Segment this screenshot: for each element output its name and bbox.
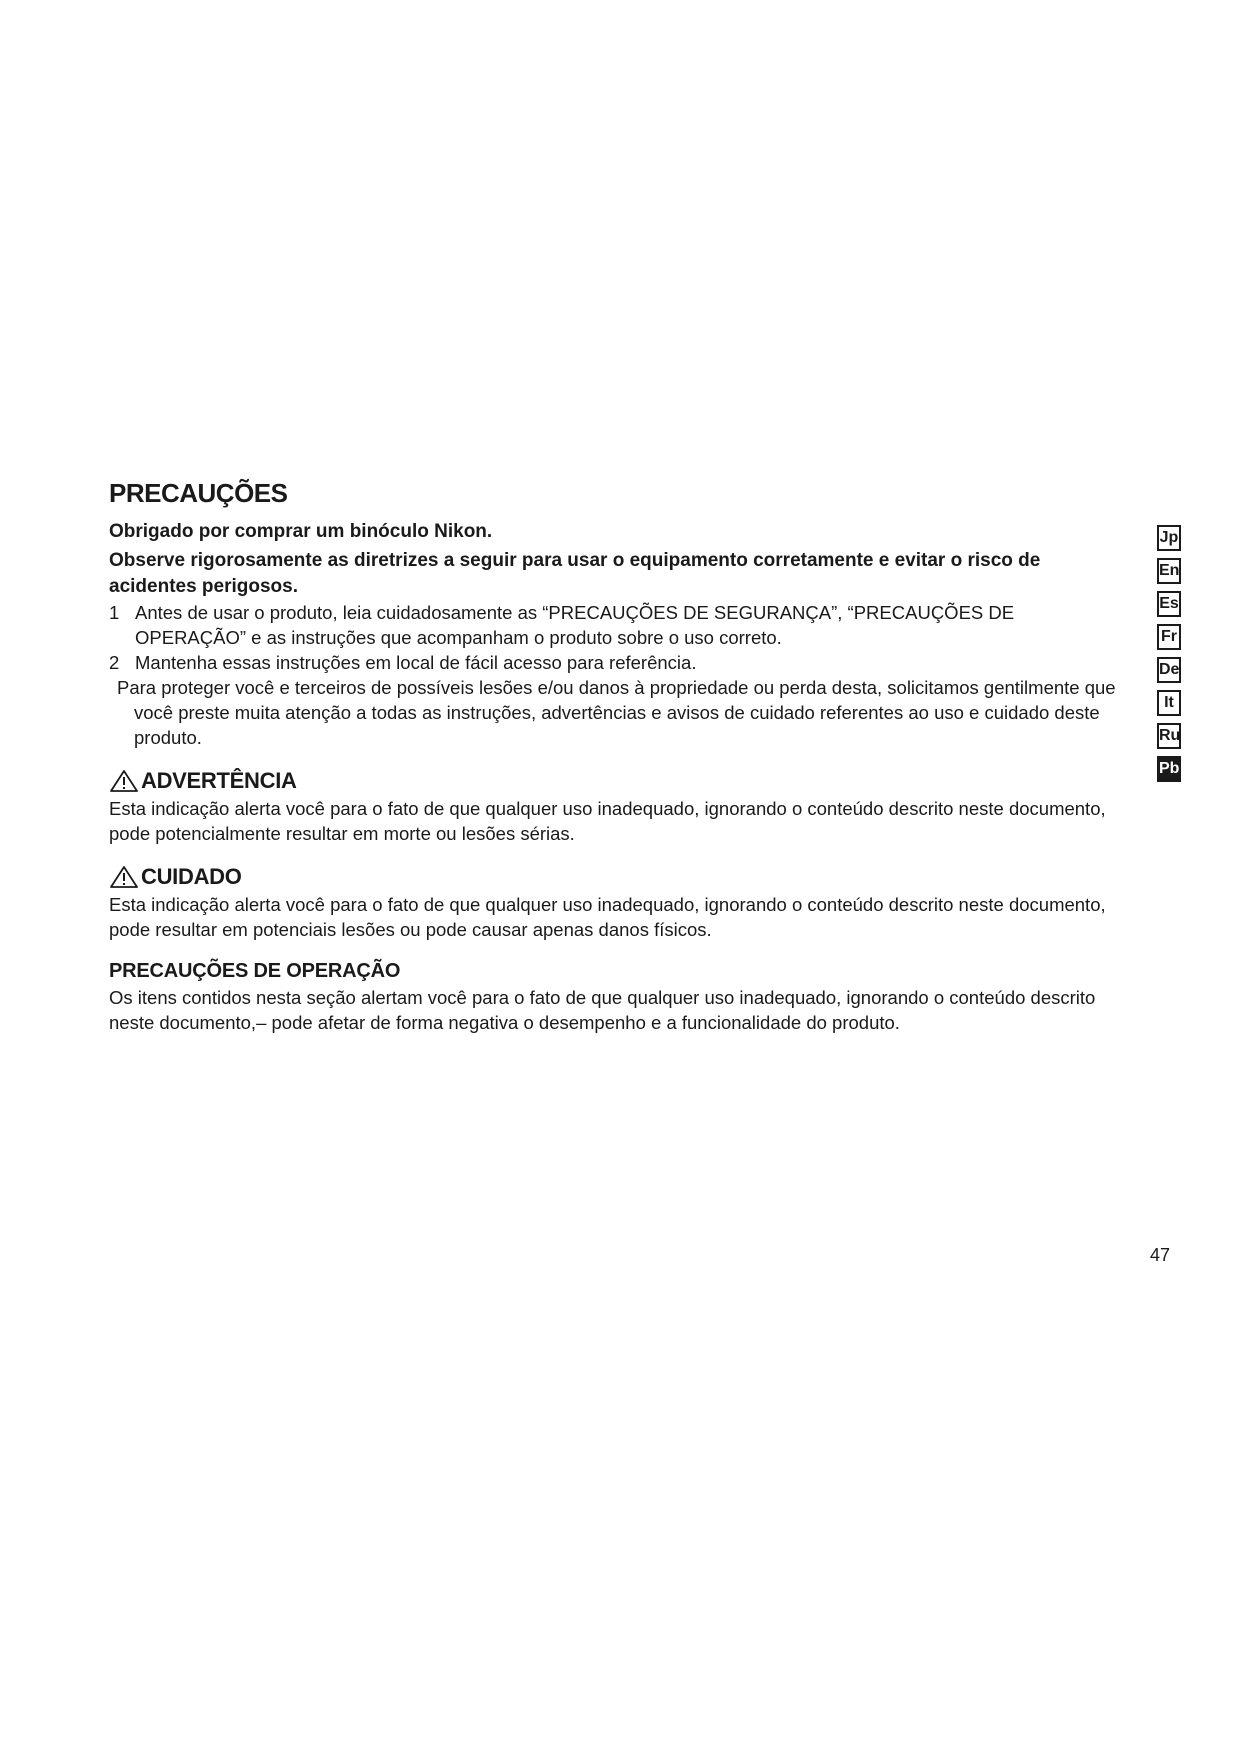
language-tab-it[interactable]: It — [1157, 690, 1181, 716]
language-tab-de[interactable]: De — [1157, 657, 1181, 683]
language-tab-en[interactable]: En — [1157, 558, 1181, 584]
instruction-item-1 — [109, 600, 1129, 650]
warning-text: Esta indicação alerta você para o fato de que qualquer uso inadequado, ignorando o conteúdo descrito neste documento, pode potencialmente resultar em morte ou lesões sérias. — [109, 798, 1106, 844]
page-number: 47 — [1150, 1245, 1171, 1265]
language-tabs — [1157, 525, 1181, 789]
observe-text: Observe rigorosamente as diretrizes a seguir para usar o equipamento corretamente e evitar o risco de acidentes perigosos. — [109, 550, 1041, 597]
language-tab-fr[interactable]: Fr — [1157, 624, 1181, 650]
protect-text: Para proteger você e terceiros de possíveis lesões e/ou danos à propriedade ou perda desta, solicitamos gentilmente que você preste muita atenção a todas as instruções, advertências e avisos de cuidado referentes ao uso e cuidado deste produto. — [117, 677, 1116, 748]
item-text: Mantenha essas instruções em local de fácil acesso para referência. — [135, 652, 697, 673]
item-number: 2 — [109, 652, 120, 673]
language-tab-ru[interactable]: Ru — [1157, 723, 1181, 749]
main-content — [109, 478, 1129, 1035]
warning-triangle-icon — [109, 769, 139, 793]
warning-title: ADVERTÊNCIA — [141, 768, 297, 793]
warning-triangle-icon — [109, 865, 139, 889]
caution-title: CUIDADO — [141, 864, 242, 889]
language-tab-es[interactable]: Es — [1157, 591, 1181, 617]
caution-heading — [109, 864, 1129, 890]
caution-text: Esta indicação alerta você para o fato de que qualquer uso inadequado, ignorando o conteúdo descrito neste documento, pode resultar em potenciais lesões ou pode causar apenas danos físicos. — [109, 894, 1106, 940]
item-number: 1 — [109, 602, 120, 623]
page-title: PRECAUÇÕES — [109, 478, 288, 508]
item-text: Antes de usar o produto, leia cuidadosamente as “PRECAUÇÕES DE SEGURANÇA”, “PRECAUÇÕES DE OPERAÇÃO” e as instruções que acompanham o produto sobre o uso correto. — [135, 602, 1015, 648]
thanks-text: Obrigado por comprar um binóculo Nikon. — [109, 521, 493, 542]
operation-text: Os itens contidos nesta seção alertam você para o fato de que qualquer uso inadequado, ignorando o conteúdo descrito neste documento,– pode afetar de forma negativa o desempenho e a funcionalidade do produto. — [109, 987, 1096, 1033]
warning-heading — [109, 768, 1129, 794]
language-tab-pb[interactable]: Pb — [1157, 756, 1181, 782]
instruction-item-2 — [109, 650, 1129, 675]
language-tab-jp[interactable]: Jp — [1157, 525, 1181, 551]
operation-heading: PRECAUÇÕES DE OPERAÇÃO — [109, 960, 401, 982]
